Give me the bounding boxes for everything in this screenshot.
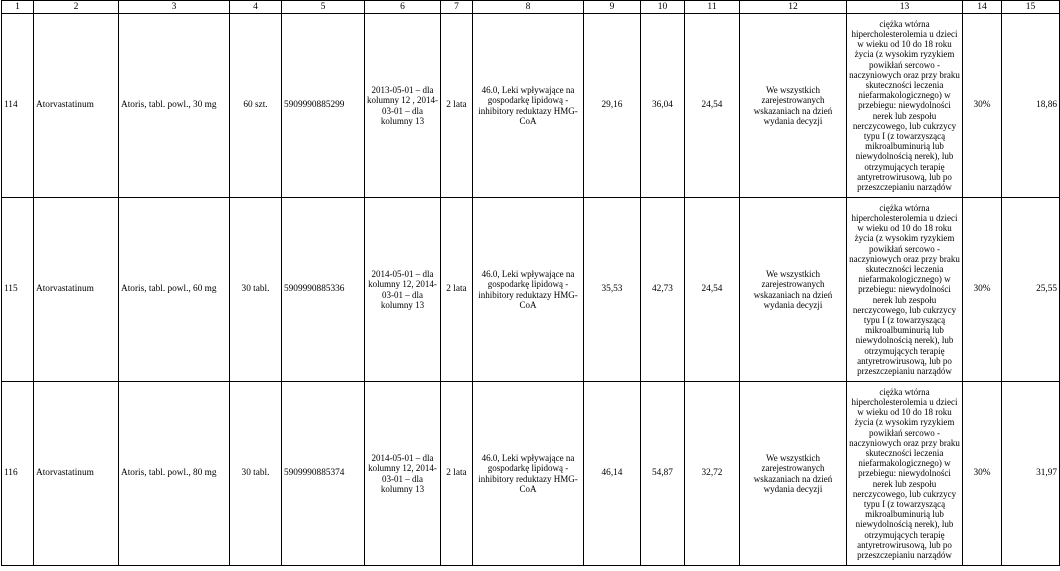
limit-price: 24,54 (685, 14, 740, 198)
wholesale-price: 36,04 (641, 14, 685, 198)
substance-name: Atorvastatinum (34, 382, 119, 566)
column-number: 11 (685, 1, 740, 14)
table-row (2, 382, 1060, 566)
effective-date: 2013-05-01 – dla kolumny 12 , 2014-03-01 – dla kolumny 13 (365, 14, 441, 198)
limit-group: 46.0, Leki wpływające na gospodarkę lipidową - inhibitory reduktazy HMG-CoA (473, 198, 584, 382)
package-size: 30 tabl. (230, 382, 282, 566)
column-number: 5 (282, 1, 365, 14)
product-name: Atoris, tabl. powl., 80 mg (119, 382, 230, 566)
payment-level: 30% (963, 382, 1002, 566)
official-price: 46,14 (584, 382, 641, 566)
indication-text: We wszystkich zarejestrowanych wskazaniach na dzień wydania decyzji (740, 14, 847, 198)
effective-date: 2014-05-01 – dla kolumny 12, 2014-03-01 – dla kolumny 13 (365, 382, 441, 566)
decision-period: 2 lata (441, 382, 473, 566)
ean-code: 5909990885336 (282, 198, 365, 382)
column-number: 2 (34, 1, 119, 14)
product-name: Atoris, tabl. powl., 30 mg (119, 14, 230, 198)
official-price: 29,16 (584, 14, 641, 198)
indication-text: We wszystkich zarejestrowanych wskazaniach na dzień wydania decyzji (740, 382, 847, 566)
decision-period: 2 lata (441, 198, 473, 382)
indication-text: We wszystkich zarejestrowanych wskazaniach na dzień wydania decyzji (740, 198, 847, 382)
patient-copay: 25,55 (1002, 198, 1060, 382)
official-price: 35,53 (584, 198, 641, 382)
off-label-indication: ciężka wtórna hipercholesterolemia u dzieci w wieku od 10 do 18 roku życia (z wysokim ryzykiem powikłań sercowo - naczyniowych oraz przy braku skuteczności leczenia niefarmakologicznego) w przebiegu: niewydolności nerek lub zespołu nerczycowego, lub cukrzycy typu I (z towarzyszącą mikroalbuminurią lub niewydolnością nerek), lub otrzymujących terapię antyretrowirusową, lub po przeszczepianiu narządów (847, 198, 963, 382)
limit-price: 32,72 (685, 382, 740, 566)
wholesale-price: 42,73 (641, 198, 685, 382)
decision-period: 2 lata (441, 14, 473, 198)
payment-level: 30% (963, 14, 1002, 198)
limit-group: 46.0, Leki wpływające na gospodarkę lipidową - inhibitory reduktazy HMG-CoA (473, 382, 584, 566)
row-number: 115 (2, 198, 34, 382)
wholesale-price: 54,87 (641, 382, 685, 566)
package-size: 30 tabl. (230, 198, 282, 382)
effective-date: 2014-05-01 – dla kolumny 12, 2014-03-01 – dla kolumny 13 (365, 198, 441, 382)
off-label-indication: ciężka wtórna hipercholesterolemia u dzieci w wieku od 10 do 18 roku życia (z wysokim ryzykiem powikłań sercowo - naczyniowych oraz przy braku skuteczności leczenia niefarmakologicznego) w przebiegu: niewydolności nerek lub zespołu nerczycowego, lub cukrzycy typu I (z towarzyszącą mikroalbuminurią lub niewydolnością nerek), lub otrzymujących terapię antyretrowirusową, lub po przeszczepianiu narządów (847, 14, 963, 198)
ean-code: 5909990885374 (282, 382, 365, 566)
column-number: 10 (641, 1, 685, 14)
column-number: 12 (740, 1, 847, 14)
column-number: 8 (473, 1, 584, 14)
column-number: 13 (847, 1, 963, 14)
substance-name: Atorvastatinum (34, 14, 119, 198)
reimbursement-table (1, 0, 1060, 566)
column-number: 6 (365, 1, 441, 14)
patient-copay: 31,97 (1002, 382, 1060, 566)
column-number: 3 (119, 1, 230, 14)
package-size: 60 szt. (230, 14, 282, 198)
column-number: 14 (963, 1, 1002, 14)
product-name: Atoris, tabl. powl., 60 mg (119, 198, 230, 382)
row-number: 116 (2, 382, 34, 566)
limit-price: 24,54 (685, 198, 740, 382)
column-number: 15 (1002, 1, 1060, 14)
column-number: 1 (2, 1, 34, 14)
column-number: 7 (441, 1, 473, 14)
column-number: 4 (230, 1, 282, 14)
ean-code: 5909990885299 (282, 14, 365, 198)
off-label-indication: ciężka wtórna hipercholesterolemia u dzieci w wieku od 10 do 18 roku życia (z wysokim ryzykiem powikłań sercowo - naczyniowych oraz przy braku skuteczności leczenia niefarmakologicznego) w przebiegu: niewydolności nerek lub zespołu nerczycowego, lub cukrzycy typu I (z towarzyszącą mikroalbuminurią lub niewydolnością nerek), lub otrzymujących terapię antyretrowirusową, lub po przeszczepianiu narządów (847, 382, 963, 566)
substance-name: Atorvastatinum (34, 198, 119, 382)
row-number: 114 (2, 14, 34, 198)
patient-copay: 18,86 (1002, 14, 1060, 198)
header-row (2, 1, 1060, 14)
limit-group: 46.0, Leki wpływające na gospodarkę lipidową - inhibitory reduktazy HMG-CoA (473, 14, 584, 198)
column-number: 9 (584, 1, 641, 14)
table-row (2, 198, 1060, 382)
table-row (2, 14, 1060, 198)
payment-level: 30% (963, 198, 1002, 382)
